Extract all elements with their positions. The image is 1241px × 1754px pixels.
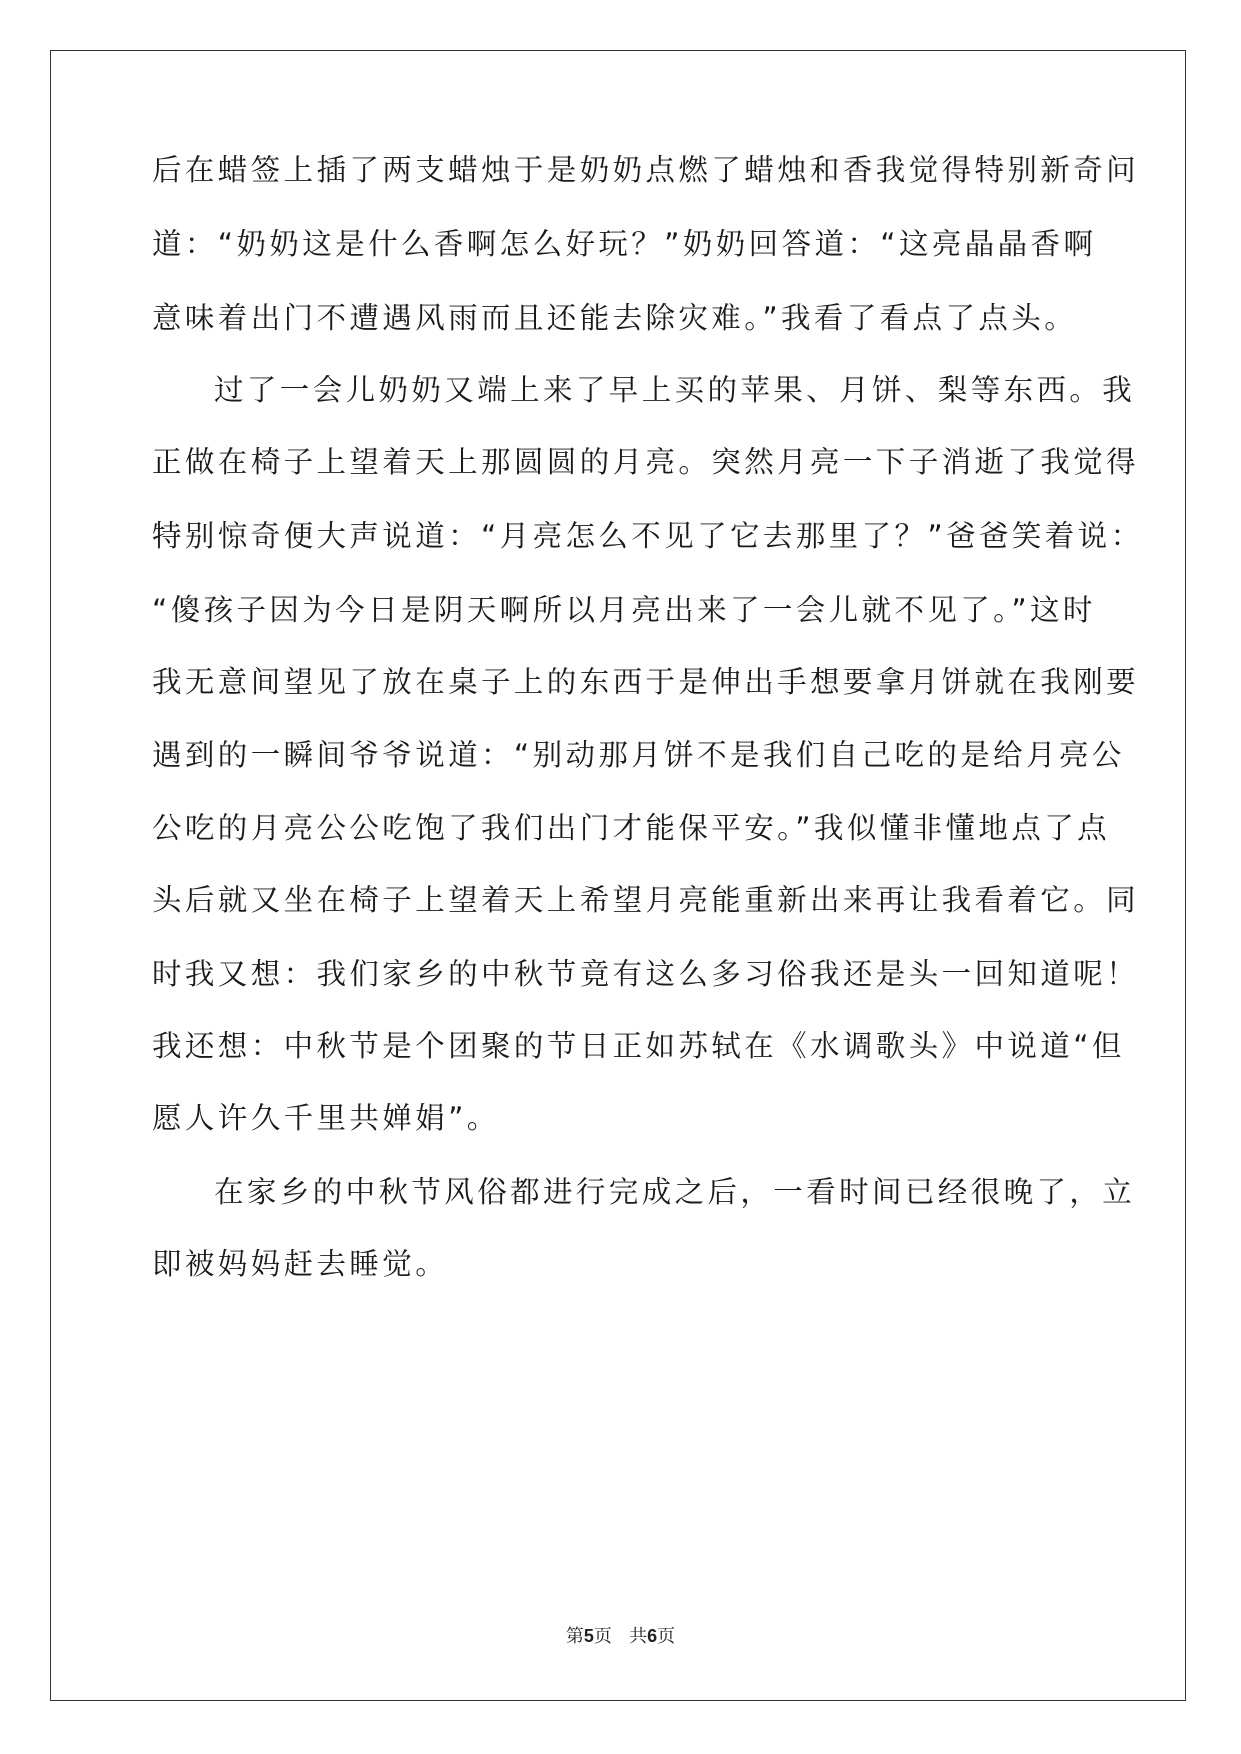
total-pages: 6 [647,1626,658,1646]
text-line: 遇到的一瞬间爷爷说道：“别动那月饼不是我们自己吃的是给月亮公 [152,738,1125,772]
text-line: 正做在椅子上望着天上那圆圆的月亮。突然月亮一下子消逝了我觉得 [152,445,1140,479]
text-line: 愿人许久千里共婵娟”。 [152,1101,500,1135]
text-line: 即被妈妈赶去睡觉。 [152,1247,449,1281]
text-line: 后在蜡签上插了两支蜡烛于是奶奶点燃了蜡烛和香我觉得特别新奇问 [152,153,1140,187]
text-line: 时我又想：我们家乡的中秋节竟有这么多习俗我还是头一回知道呢！ [152,957,1140,991]
text-line: 公吃的月亮公公吃饱了我们出门才能保平安。”我似懂非懂地点了点 [152,811,1111,845]
page-suffix: 页 [593,1626,612,1647]
text-line: 道：“奶奶这是什么香啊怎么好玩？”奶奶回答道：“这亮晶晶香啊 [152,227,1097,261]
page-number: 5 [583,1626,594,1646]
text-line: 头后就又坐在椅子上望着天上希望月亮能重新出来再让我看着它。同 [152,883,1140,917]
total-prefix: 共 [629,1626,648,1647]
page-footer [0,1622,1241,1648]
text-line: 特别惊奇便大声说道：“月亮怎么不见了它去那里了？”爸爸笑着说： [152,519,1144,553]
paragraph-start-line: 在家乡的中秋节风俗都进行完成之后，一看时间已经很晚了，立 [214,1175,1136,1209]
text-line: 我还想：中秋节是个团聚的节日正如苏轼在《水调歌头》中说道“但 [152,1029,1125,1063]
total-suffix: 页 [657,1626,676,1647]
page-prefix: 第 [565,1626,584,1647]
paragraph-start-line: 过了一会儿奶奶又端上来了早上买的苹果、月饼、梨等东西。我 [214,373,1136,407]
text-line: “傻孩子因为今日是阴天啊所以月亮出来了一会儿就不见了。”这时 [152,593,1096,627]
text-line: 意味着出门不遭遇风雨而且还能去除灾难。”我看了看点了点头。 [152,301,1078,335]
text-line: 我无意间望见了放在桌子上的东西于是伸出手想要拿月饼就在我刚要 [152,665,1140,699]
